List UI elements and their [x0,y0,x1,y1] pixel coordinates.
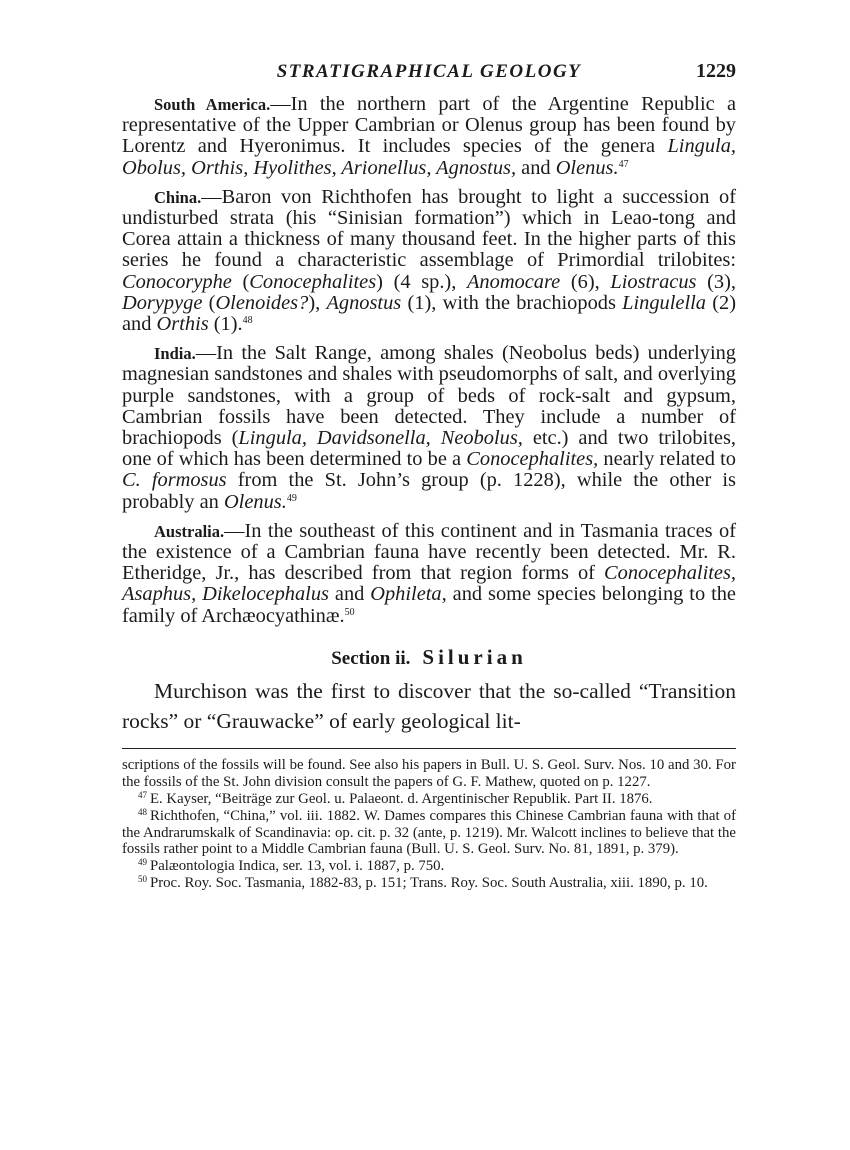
italic-text: Conocephalites, Asaphus, Dikelocephalus [122,562,736,606]
text-run: etc.) and two trilobites, one of which has been determined to be a [122,427,736,471]
text-run: —In the northern part of the Argentine Republic a representative of the Upper Cambrian or Olenus group has been found by Lorentz and Hyeronimus. It includes species of the genera [122,93,736,158]
run-in-heading: India. [154,344,196,364]
footnote-marker: 50 [138,874,147,885]
footnote-ref: 50 [344,606,355,618]
paragraph-china [122,187,736,335]
footnote-ref: 47 [618,158,629,170]
book-page [122,58,736,892]
text-run: and [328,583,371,606]
footnote-text: Proc. Roy. Soc. Tasmania, 1882-83, p. 151; Trans. Roy. Soc. South Australia, xiii. 1890, p. 10. [150,875,708,892]
italic-text: Lingulella [622,291,706,314]
body-text [122,94,736,892]
footnotes [122,757,736,892]
section-title: Silurian [422,644,527,669]
text-run: (2) and [122,291,737,336]
text-run: —In the Salt Range, among shales (Neobolus beds) underlying magnesian sandstones and shales with pseudomorphs of salt, and overlying purple sandstones, with a group of beds of rock-salt and gypsum, Cambrian fossils have been detected. They include a number of brachiopods ( [122,342,736,450]
text-run: —In the southeast of this continent and in Tasmania traces of the existence of a Cambrian fauna have recently been detected. Mr. R. Etheridge, Jr., has described from that region forms of [122,519,736,585]
text-run: ( [202,291,216,314]
page-header [122,58,736,88]
italic-text: Olenus. [555,156,619,179]
italic-text: Ophileta, [370,583,447,606]
run-in-heading: South America. [154,95,271,114]
footnote-text: E. Kayser, “Beiträge zur Geol. u. Palaeont. d. Argentinischer Republik. Part II. 1876. [150,790,653,807]
italic-text: Conocoryphe [122,270,232,293]
text-run: (6), [560,270,611,293]
text-run: nearly related to [598,448,736,471]
footnote-divider [122,748,736,749]
text-run: (1), with the brachiopods [401,291,623,314]
running-title: STRATIGRAPHICAL GEOLOGY [276,61,582,82]
footnote-47 [122,791,736,808]
footnote-continuation: scriptions of the fossils will be found. See also his papers in Bull. U. S. Geol. Surv. Nos. 10 and 30. For the fossils of the St. John division consult the papers of G. F. Mathew, quoted on p. 1227. [122,756,736,790]
run-in-heading: Australia. [154,521,225,541]
paragraph-india [122,343,736,513]
italic-text: Olenoides? [215,291,309,314]
italic-text: Anomocare [466,270,561,293]
section-paragraph: Murchison was the first to discover that the so-called “Transition rocks” or “Grauwacke” of early geological lit- [122,678,736,733]
paragraph-australia [122,521,736,627]
text-run: and [516,156,556,179]
italic-text: Lingula, Obolus, Orthis, Hyolithes, Arionellus, Agnostus, [122,135,736,179]
text-run: ) (4 sp.), [376,270,467,293]
italic-text: Lingula, Davidsonella, Neobolus, [238,427,523,450]
footnote-marker: 49 [138,857,147,868]
text-run: ), [308,291,327,314]
run-in-heading: China. [154,187,202,207]
italic-text: Orthis [156,313,209,336]
text-run: (1). [208,313,243,336]
italic-text: Olenus. [223,490,287,513]
footnote-49 [122,858,736,875]
footnote-text: Palæontologia Indica, ser. 13, vol. i. 1887, p. 750. [150,858,445,875]
footnote-ref: 48 [242,315,253,327]
section-heading [122,645,736,670]
footnote-50 [122,875,736,892]
paragraph-text [122,186,736,335]
footnote-text: Richthofen, “China,” vol. iii. 1882. W. Dames compares this Chinese Cambrian fauna with that of the Andrarumskalk of Scandinavia: op. cit. p. 32 (ante, p. 1219). Mr. Walcott inclines to believe that the fossils rather point to a Middle Cambrian fauna (Bull. U. S. Geol. Surv. No. 81, 1891, p. 379). [122,807,736,858]
italic-text: Dorypyge [122,291,203,314]
footnote-48 [122,808,736,859]
page-number: 1229 [696,60,736,82]
paragraph-text [122,342,736,512]
paragraph-south-america [122,94,736,179]
section-label: Section ii. [331,647,411,669]
text-run: ( [231,270,250,293]
footnote-marker: 48 [138,806,147,817]
italic-text: Liostracus [610,270,697,293]
text-run: —Baron von Richthofen has brought to light a succession of undisturbed strata (his “Sinisian formation”) which in Leao-tong and Corea attain a thickness of many thousand feet. In the higher parts of this series he found a characteristic assemblage of Primordial trilobites: [122,185,736,272]
footnote-ref: 49 [286,492,297,504]
text-run: (3), [696,270,737,293]
footnote-marker: 47 [138,789,147,800]
text-run: and some species belonging to the family of Archæocyathinæ. [122,583,736,627]
italic-text: Agnostus [326,291,402,314]
text-run: from the St. John’s group (p. 1228), while the other is probably an [122,469,736,513]
italic-text: Conocephalites [249,270,377,293]
italic-text: Conocephalites, [466,448,599,471]
italic-text: C. formosus [122,469,227,492]
